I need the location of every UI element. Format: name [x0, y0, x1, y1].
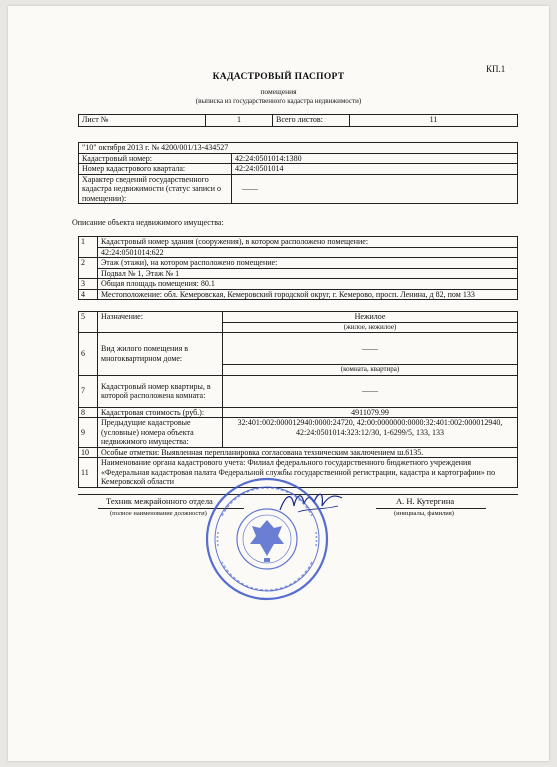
signer-name: А. Н. Кутергина: [396, 496, 455, 506]
table-row: Подвал № 1, Этаж № 1: [79, 268, 518, 279]
official-seal-icon: [204, 476, 330, 602]
document-subtitle: помещения: [260, 87, 297, 96]
sheet-label: Лист №: [79, 115, 206, 127]
status-label: Характер сведений государственного кадастра недвижимости (статус записи о помещении):: [79, 174, 232, 204]
sheet-total-value: 11: [350, 115, 518, 127]
table-row: 1 Кадастровый номер здания (сооружения), в котором расположено помещение:: [79, 237, 518, 248]
quarter-value: 42:24:0501014: [232, 164, 518, 175]
cad-number-label: Кадастровый номер:: [79, 153, 232, 164]
name-line: [376, 508, 486, 509]
sheet-table: [78, 114, 518, 127]
position-hint: (полное наименование должности): [110, 510, 207, 517]
sheet-total-label: Всего листов:: [273, 115, 350, 127]
table-row: 11 Наименование органа кадастрового учета: Филиал федерального государственного бюджетного учреждения «Федеральная кадастровая палата Федеральной службы государственной регистрации, кадастра и картографии» по Кемеровской области: [79, 458, 518, 488]
form-code: КП.1: [486, 64, 506, 74]
description-table: [78, 236, 518, 300]
table-row: 3 Общая площадь помещения: 80.1: [79, 279, 518, 290]
description-table-2: 5 Назначение: Нежилое (жилое, нежилое) 6 Вид жилого помещения в многоквартирном доме: —— (комната, квартира) 7 Кадастровый номер квартиры, в которой расположена комната: —— 8 Кадастровая стоимость (руб.): 4911079.99 9 Предыдущие кадастровые (условные) номера объекта недвижимого имущества: 32:401:002:000012940:0000:24720, 42:00:0000000:0000:32:401:002:000012940, 42:24:0501014:323:12/30, 1-6299/5, 133, 133 10 Особые отметки: Выявленная перепланировка согласована техническим заключением ш.6135. 11 Наименование органа кадастрового учета: Филиал федерального государственного бюджетного учреждения «Федеральная кадастровая палата Федеральной службы государственной регистрации, кадастра и картографии» по Кемеровской области: [78, 311, 518, 488]
name-hint: (инициалы, фамилия): [394, 510, 454, 517]
record-table: [78, 142, 518, 204]
sheet-value: 1: [206, 115, 273, 127]
signer-position: Техник межрайонного отдела: [106, 496, 213, 506]
description-title: Описание объекта недвижимого имущества:: [72, 218, 224, 227]
table-row: 4 Местоположение: обл. Кемеровская, Кемеровский городской округ, г. Кемерово, просп. Ленина, д 82, пом 133: [79, 289, 518, 300]
table-row: 42:24:0501014:622: [79, 247, 518, 258]
quarter-label: Номер кадастрового квартала:: [79, 164, 232, 175]
table-row: 6 Вид жилого помещения в многоквартирном доме: ——: [79, 333, 518, 365]
document-title: КАДАСТРОВЫЙ ПАСПОРТ: [212, 72, 345, 82]
table-row: 10 Особые отметки: Выявленная перепланировка согласована техническим заключением ш.6135.: [79, 447, 518, 458]
status-value: ——: [232, 174, 518, 204]
document-page: [8, 6, 549, 761]
document-subtitle-2: (выписка из государственного кадастра недвижимости): [195, 97, 362, 105]
cad-number-value: 42:24:0501014:1380: [232, 153, 518, 164]
table-row: 5 Назначение: Нежилое: [79, 312, 518, 323]
record-date-number: "10" октября 2013 г. № 4200/001/13-434527: [79, 143, 518, 154]
table-row: 8 Кадастровая стоимость (руб.): 4911079.99: [79, 407, 518, 418]
table-row: 2 Этаж (этажи), на котором расположено помещение:: [79, 258, 518, 269]
table-row: 9 Предыдущие кадастровые (условные) номера объекта недвижимого имущества: 32:401:002:000012940:0000:24720, 42:00:0000000:0000:32:401:002:000012940, 42:24:0501014:323:12/30, 1-6299/5, 133, 133: [79, 418, 518, 448]
table-row: 7 Кадастровый номер квартиры, в которой расположена комната: ——: [79, 375, 518, 407]
